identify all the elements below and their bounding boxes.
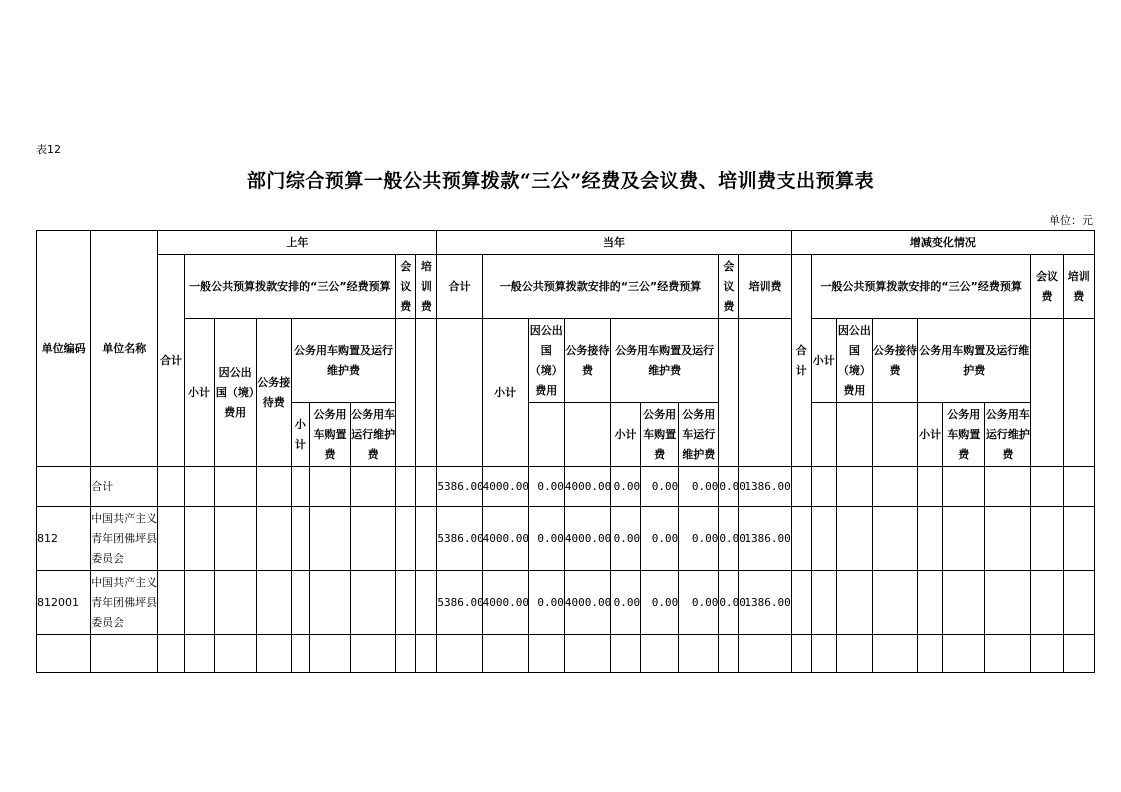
header-cur-training: 培训费	[739, 255, 791, 319]
unit-name-cell: 合计	[91, 467, 158, 507]
header-change: 增减变化情况	[791, 231, 1094, 255]
cur-total-cell: 5386.00	[437, 467, 482, 507]
header-prev-total: 合计	[158, 255, 184, 467]
header-prev-vehicle-operation: 公务用车运行维护费	[351, 403, 396, 467]
header-chg-meeting: 会议费	[1031, 255, 1063, 319]
unit-code-cell: 812001	[37, 571, 91, 635]
blank-cell	[437, 319, 482, 467]
cur-abroad-cell: 0.00	[528, 467, 564, 507]
header-prev-year: 上年	[158, 231, 437, 255]
cur-vehicle-purchase-cell: 0.00	[641, 467, 679, 507]
header-unit-name: 单位名称	[91, 231, 158, 467]
cur-meeting-cell: 0.00	[719, 507, 739, 571]
cur-vehicle-operation-cell: 0.00	[679, 507, 719, 571]
cur-vehicle-subtotal-cell: 0.00	[611, 467, 641, 507]
table-row	[37, 467, 1095, 507]
cur-vehicle-subtotal-cell: 0.00	[611, 507, 641, 571]
form-number: 表12	[36, 143, 61, 156]
blank-cell	[1031, 319, 1063, 467]
unit-name-cell: 中国共产主义青年团佛坪县委员会	[91, 571, 158, 635]
unit-code-cell	[37, 467, 91, 507]
table-row	[37, 571, 1095, 635]
blank-cell	[396, 319, 416, 467]
cur-reception-cell: 4000.00	[564, 467, 610, 507]
header-chg-vehicle-operation: 公务用车运行维护费	[985, 403, 1031, 467]
table-row	[37, 507, 1095, 571]
header-current-year: 当年	[437, 231, 791, 255]
page-title: 部门综合预算一般公共预算拨款“三公”经费及会议费、培训费支出预算表	[246, 170, 875, 192]
header-prev-vehicle-subtotal: 小计	[291, 403, 309, 467]
header-chg-total: 合计	[791, 255, 811, 467]
header-prev-three-public: 一般公共预算拨款安排的“三公”经费预算	[184, 255, 396, 319]
header-cur-reception: 公务接待费	[564, 319, 610, 403]
cur-subtotal-cell: 4000.00	[482, 507, 528, 571]
header-prev-vehicle-purchase: 公务用车购置费	[309, 403, 350, 467]
header-cur-three-public: 一般公共预算拨款安排的“三公”经费预算	[482, 255, 719, 319]
header-chg-training: 培训费	[1063, 255, 1094, 319]
cur-reception-cell: 4000.00	[564, 507, 610, 571]
cur-vehicle-operation-cell: 0.00	[679, 467, 719, 507]
cur-vehicle-subtotal-cell: 0.00	[611, 571, 641, 635]
header-prev-reception: 公务接待费	[256, 319, 291, 467]
header-chg-three-public: 一般公共预算拨款安排的“三公”经费预算	[811, 255, 1031, 319]
cur-meeting-cell: 0.00	[719, 571, 739, 635]
blank-cell	[416, 319, 437, 467]
cur-training-cell: 1386.00	[739, 467, 791, 507]
cur-subtotal-cell: 4000.00	[482, 467, 528, 507]
cur-training-cell: 1386.00	[739, 507, 791, 571]
blank-cell	[564, 403, 610, 467]
cur-total-cell: 5386.00	[437, 571, 482, 635]
cur-vehicle-operation-cell: 0.00	[679, 571, 719, 635]
header-unit-code: 单位编码	[37, 231, 91, 467]
cur-abroad-cell: 0.00	[528, 571, 564, 635]
blank-cell	[1063, 319, 1094, 467]
blank-cell	[739, 319, 791, 467]
blank-cell	[719, 319, 739, 467]
header-chg-vehicle: 公务用车购置及运行维护费	[918, 319, 1031, 403]
header-chg-subtotal: 小计	[811, 319, 836, 403]
unit-label: 单位：元	[1049, 214, 1093, 227]
header-cur-meeting: 会议费	[719, 255, 739, 319]
header-cur-vehicle-purchase: 公务用车购置费	[641, 403, 679, 467]
header-prev-abroad: 因公出国（境）费用	[214, 319, 256, 467]
cur-vehicle-purchase-cell: 0.00	[641, 571, 679, 635]
cur-training-cell: 1386.00	[739, 571, 791, 635]
header-chg-reception: 公务接待费	[872, 319, 917, 403]
header-cur-abroad: 因公出国（境）费用	[528, 319, 564, 403]
blank-cell	[872, 403, 917, 467]
header-prev-training: 培训费	[416, 255, 437, 319]
header-chg-vehicle-subtotal: 小计	[918, 403, 943, 467]
header-prev-meeting: 会议费	[396, 255, 416, 319]
header-cur-vehicle-subtotal: 小计	[611, 403, 641, 467]
header-cur-subtotal: 小计	[482, 319, 528, 467]
header-chg-vehicle-purchase: 公务用车购置费	[943, 403, 985, 467]
cur-vehicle-purchase-cell: 0.00	[641, 507, 679, 571]
header-cur-vehicle: 公务用车购置及运行维护费	[611, 319, 719, 403]
blank-cell	[836, 403, 872, 467]
header-cur-total: 合计	[437, 255, 482, 319]
header-cur-vehicle-operation: 公务用车运行维护费	[679, 403, 719, 467]
table-row-empty	[37, 635, 1095, 673]
unit-name-cell: 中国共产主义青年团佛坪县委员会	[91, 507, 158, 571]
cur-reception-cell: 4000.00	[564, 571, 610, 635]
header-prev-subtotal: 小计	[184, 319, 214, 467]
cur-meeting-cell: 0.00	[719, 467, 739, 507]
blank-cell	[528, 403, 564, 467]
cur-total-cell: 5386.00	[437, 507, 482, 571]
header-prev-vehicle: 公务用车购置及运行维护费	[291, 319, 395, 403]
unit-code-cell: 812	[37, 507, 91, 571]
cur-abroad-cell: 0.00	[528, 507, 564, 571]
blank-cell	[811, 403, 836, 467]
budget-table	[36, 230, 1095, 673]
cur-subtotal-cell: 4000.00	[482, 571, 528, 635]
header-chg-abroad: 因公出国（境）费用	[836, 319, 872, 403]
